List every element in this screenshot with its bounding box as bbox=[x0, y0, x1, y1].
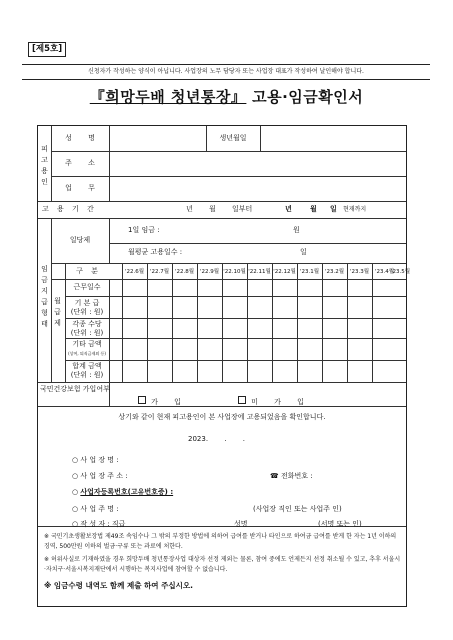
insurance-label: 국민건강보험 가입여부 bbox=[40, 385, 110, 393]
month-header: '23.4월 bbox=[374, 269, 395, 275]
duty-label: 업 무 bbox=[65, 184, 95, 192]
row-label-basepay: 기 본 급 bbox=[74, 299, 100, 307]
note-3: ※ 임금수령 내역도 함께 제출 하여 주십시오. bbox=[44, 581, 193, 590]
writer-label: 작 성 자 : 직급 bbox=[80, 520, 126, 528]
daily-wage-field[interactable] bbox=[178, 223, 288, 239]
name-label: 성 명 bbox=[65, 134, 95, 142]
phone-icon: ☎ bbox=[270, 472, 279, 480]
confirm-text: 상기와 같이 현재 피고용인이 본 사업장에 고용되었음을 확인합니다. bbox=[118, 413, 326, 421]
business-address-row: ○ 사 업 장 주 소 : bbox=[72, 472, 128, 480]
business-phone-label: 전화번호 : bbox=[280, 472, 313, 480]
note-1: ※ 국민기초생활보장법 제49조 속임수나 그 밖의 부정한 방법에 의하여 급여를 받거나 타인으로 하여금 급여를 받게 한 자는 1년 이하의 징역, 500만원 이하의 벌금·구류 또는 과료에 처한다. bbox=[44, 533, 397, 550]
month-header: '22.7월 bbox=[149, 269, 170, 275]
period-end-month: 월 bbox=[310, 205, 317, 213]
address-label: 주 소 bbox=[65, 159, 95, 167]
note-2-text: 허위사실로 기재하였을 경우 희망두배 청년통장사업 대상자 선정 제외는 물론, 참여 중에도 언제든지 선정 취소될 수 있고, 추후 서울시·자치구·서울시복지재단에서 시행하는 복지사업에 참여할 수 없습니다. bbox=[44, 556, 401, 573]
month-header: '22.8월 bbox=[174, 269, 195, 275]
checkbox-icon[interactable] bbox=[238, 396, 246, 404]
writer-sign: (서명 또는 인) bbox=[318, 520, 362, 528]
daily-wage-label: 1일 임금 : bbox=[128, 226, 160, 234]
business-reg-row: ○ 사업자등록번호(고유번호증) : bbox=[72, 488, 174, 496]
month-header: '22.12월 bbox=[273, 269, 296, 275]
daily-wage-unit: 원 bbox=[293, 226, 300, 234]
note-2: ※ 허위사실로 기재하였을 경우 희망두배 청년통장사업 대상자 선정 제외는 물론, 참여 중에도 언제든지 선정 취소될 수 있고, 추후 서울시·자치구·서울시복지재단에서 시행하는 복지사업에 참여할 수 없습니다. bbox=[44, 556, 401, 573]
notice-text: 신청자가 작성하는 양식이 아닙니다. 사업장의 노무 담당자 또는 사업장 대표가 작성하여 날인해야 합니다. bbox=[22, 64, 430, 80]
month-header: '23.3월 bbox=[349, 269, 370, 275]
business-rep-sign: (사업장 직인 또는 사업주 인) bbox=[253, 505, 342, 513]
row-note-allowance: (단위 : 원) bbox=[70, 329, 104, 337]
month-header: '22.6월 bbox=[124, 269, 145, 275]
page-title bbox=[0, 86, 453, 107]
month-header: '23.1월 bbox=[299, 269, 320, 275]
date-text: 2023. . . bbox=[188, 435, 245, 443]
business-rep-label: 사 업 주 명 : bbox=[80, 505, 119, 513]
note-3-text: 임금수령 내역도 함께 제출 하여 주십시오. bbox=[53, 581, 193, 590]
daily-label: 일당제 bbox=[69, 236, 91, 244]
period-end-year: 년 bbox=[285, 205, 292, 213]
row-label-other: 기타 금액 bbox=[72, 340, 102, 348]
period-label: 고 용 기 간 bbox=[42, 205, 95, 213]
row-note-other: (상여, 퇴직금제외 등) bbox=[68, 351, 106, 356]
checkbox-icon[interactable] bbox=[138, 396, 146, 404]
month-header: '23.5월 bbox=[390, 269, 411, 275]
avg-days-field[interactable] bbox=[198, 245, 296, 261]
form-number: [제5호] bbox=[28, 42, 66, 57]
wage-section-label: 임금지급형태 bbox=[41, 265, 48, 328]
row-note-basepay: (단위 : 원) bbox=[70, 308, 104, 316]
business-phone-row bbox=[270, 472, 313, 481]
business-address-label: 사 업 장 주 소 : bbox=[80, 472, 128, 480]
period-end-day: 일 bbox=[330, 205, 337, 213]
address-field[interactable] bbox=[110, 153, 404, 174]
insurance-not-enrolled-option[interactable] bbox=[238, 389, 304, 408]
duty-field[interactable] bbox=[110, 178, 404, 199]
form-table bbox=[37, 125, 411, 607]
row-label-total: 합계 금액 bbox=[72, 362, 102, 370]
insurance-not-enrolled-label: 미 가 입 bbox=[251, 398, 304, 406]
month-header: '22.11월 bbox=[248, 269, 271, 275]
business-name-row: ○ 사 업 장 명 : bbox=[72, 456, 119, 464]
birth-label: 생년월일 bbox=[219, 134, 247, 142]
row-label-allowance: 각종 수당 bbox=[72, 320, 102, 328]
period-end-suffix: 현재까지 bbox=[343, 206, 367, 213]
insurance-enrolled-option[interactable] bbox=[138, 389, 181, 408]
month-header: '23.2월 bbox=[324, 269, 345, 275]
business-name-label: 사 업 장 명 : bbox=[80, 456, 119, 464]
birth-field[interactable] bbox=[262, 128, 404, 149]
employee-section-label: 피고용인 bbox=[41, 145, 48, 186]
month-header: '22.9월 bbox=[199, 269, 220, 275]
monthly-section-label: 월급제 bbox=[54, 297, 61, 327]
business-rep-row: ○ 사 업 주 명 : bbox=[72, 505, 119, 513]
writer-row: ○ 작 성 자 : 직급 bbox=[72, 520, 126, 528]
note-1-text: 국민기초생활보장법 제49조 속임수나 그 밖의 부정한 방법에 의하여 급여를 받거나 타인으로 하여금 급여를 받게 한 자는 1년 이하의 징역, 500만원 이하의 벌금·구류 또는 과료에 처한다. bbox=[44, 533, 397, 550]
row-label-workdays: 근무일수 bbox=[73, 283, 101, 291]
insurance-enrolled-label: 가 입 bbox=[151, 398, 181, 406]
title-sub: 고용·임금확인서 bbox=[252, 88, 364, 106]
month-header: '22.10월 bbox=[223, 269, 246, 275]
writer-name: 성명 bbox=[234, 520, 248, 528]
business-reg-label: 사업자등록번호(고유번호증) : bbox=[80, 488, 174, 496]
avg-days-unit: 일 bbox=[300, 248, 307, 256]
period-start: 년 월 일부터 bbox=[186, 205, 253, 213]
title-main: 『희망두배 청년통장』 bbox=[89, 88, 247, 106]
avg-days-label: 월평균 고용일수 : bbox=[128, 248, 183, 256]
row-note-total: (단위 : 원) bbox=[70, 371, 104, 379]
division-label: 구 분 bbox=[76, 267, 98, 275]
name-field[interactable] bbox=[110, 128, 204, 149]
